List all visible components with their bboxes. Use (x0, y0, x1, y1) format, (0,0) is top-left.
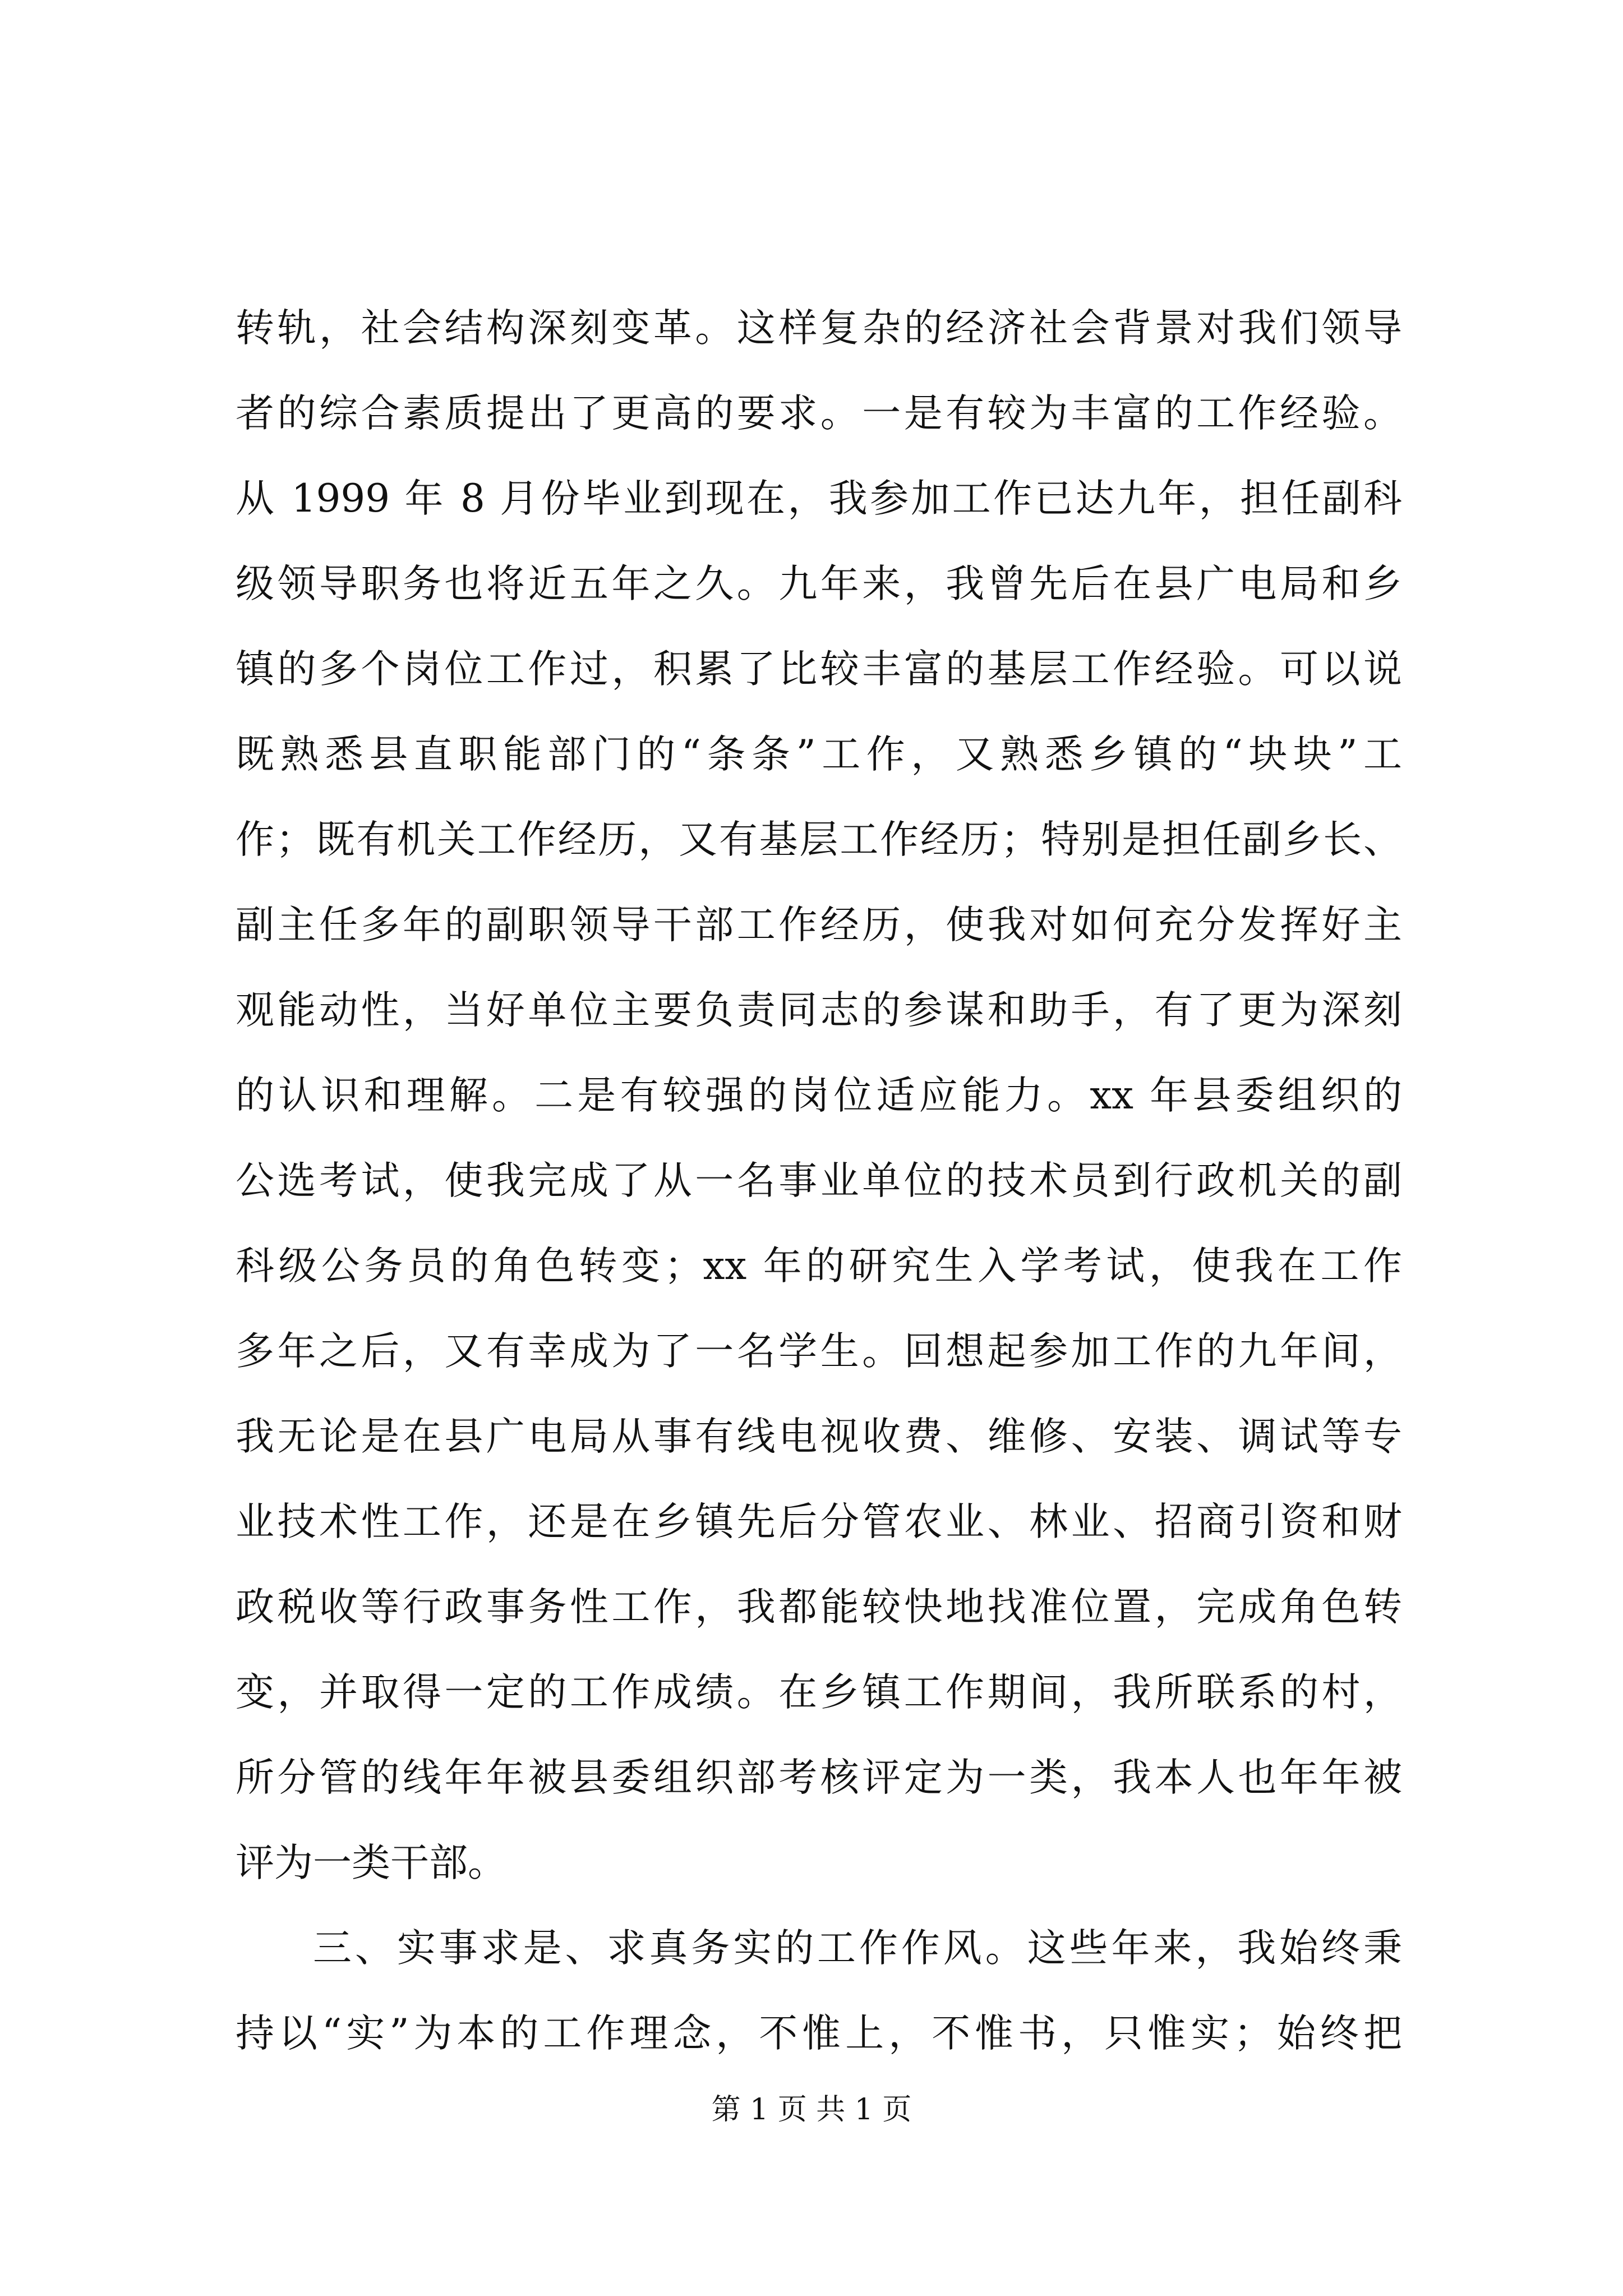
text-line: 者的综合素质提出了更高的要求。一是有较为丰富的工作经验。 (236, 391, 1402, 436)
text-line: 评为一类干部。 (236, 1841, 506, 1885)
page-footer: 第 1 页 共 1 页 (711, 2093, 912, 2127)
text-line: 变，并取得一定的工作成绩。在乡镇工作期间，我所联系的村， (236, 1670, 1402, 1715)
text-line: 持以“实”为本的工作理念，不惟上，不惟书，只惟实；始终把 (236, 2011, 1402, 2056)
text-line: 所分管的线年年被县委组织部考核评定为一类，我本人也年年被 (236, 1755, 1402, 1800)
text-line: 科级公务员的角色转变；xx 年的研究生入学考试，使我在工作 (236, 1244, 1402, 1289)
text-line: 的认识和理解。二是有较强的岗位适应能力。xx 年县委组织的 (236, 1073, 1402, 1118)
text-line: 业技术性工作，还是在乡镇先后分管农业、林业、招商引资和财 (236, 1499, 1402, 1544)
text-line: 作；既有机关工作经历，又有基层工作经历；特别是担任副乡长、 (236, 817, 1402, 862)
text-line: 从 1999 年 8 月份毕业到现在，我参加工作已达九年，担任副科 (236, 476, 1402, 521)
text-line: 副主任多年的副职领导干部工作经历，使我对如何充分发挥好主 (236, 903, 1402, 947)
text-line: 多年之后，又有幸成为了一名学生。回想起参加工作的九年间， (236, 1329, 1402, 1374)
text-line: 转轨，社会结构深刻变革。这样复杂的经济社会背景对我们领导 (236, 306, 1402, 351)
text-line: 政税收等行政事务性工作，我都能较快地找准位置，完成角色转 (236, 1585, 1402, 1630)
text-line: 观能动性，当好单位主要负责同志的参谋和助手，有了更为深刻 (236, 988, 1402, 1033)
paragraph-heading-line: 三、实事求是、求真务实的工作作风。这些年来，我始终秉 (313, 1926, 1402, 1971)
text-line: 公选考试，使我完成了从一名事业单位的技术员到行政机关的副 (236, 1158, 1402, 1203)
text-line: 既熟悉县直职能部门的“条条”工作，又熟悉乡镇的“块块”工 (236, 732, 1402, 777)
text-line: 镇的多个岗位工作过，积累了比较丰富的基层工作经验。可以说 (236, 647, 1402, 692)
document-body (236, 297, 1402, 2088)
text-line: 我无论是在县广电局从事有线电视收费、维修、安装、调试等专 (236, 1414, 1402, 1459)
text-line: 级领导职务也将近五年之久。九年来，我曾先后在县广电局和乡 (236, 562, 1402, 606)
